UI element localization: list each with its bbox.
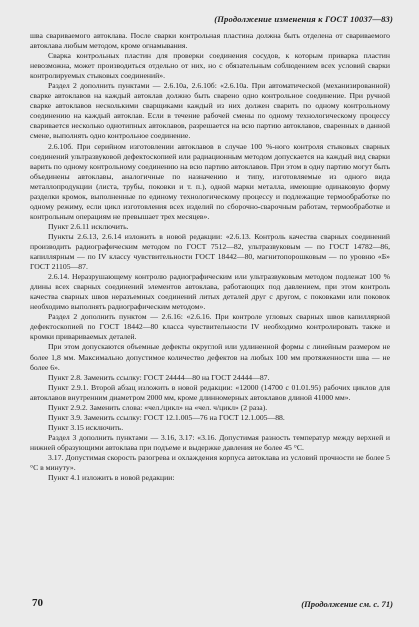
paragraph: Раздел 2 дополнить пунктами — 2.6.10а, 2.6.10б: «2.6.10а. При автоматической (механизированной) сварке автоклавов на каждый автоклав должно быть сварено одно контрольное соединение. При ручной сварке автоклавов несколькими сварщиками каждый из них должен сварить по одному контрольному соединению на каждый автоклав. Если в течение рабочей смены по одному технологическому процессу сваривается несколько однотипных автоклавов, разрешается на всю партию автоклавов, сваренных в данной смене, выполнять одно контрольное соединение.: [30, 81, 390, 141]
paragraph: Пункты 2.6.13, 2.6.14 изложить в новой редакции: «2.6.13. Контроль качества сварных соединений производить радиографическим методом по ГОСТ 7512—82, ультразвуковым — по ГОСТ 14782—86, капиллярным — по IV классу чувствительности ГОСТ 18442—80, магнитопорошковым — по уровню «Б» ГОСТ 21105—87.: [30, 231, 390, 272]
continuation-note: (Продолжение см. с. 71): [301, 599, 393, 609]
document-body: [30, 31, 390, 483]
paragraph: Пункт 3.15 исключить.: [48, 422, 124, 432]
paragraph: Пункт 2.9.1. Второй абзац изложить в новой редакции: «12000 (14700 с 01.01.95) рабочих циклов для автоклавов внутренним диаметром 2000 мм, кроме длинномерных автоклавов длиной 41000 мм».: [30, 382, 390, 402]
running-header: (Продолжение изменения к ГОСТ 10037—83): [214, 14, 393, 24]
paragraph: Сварка контрольных пластин для проверки соединения сосудов, к которым приварка пластин невозможна, может производиться отдельно от них, но с обязательным соблюдением всех условий сварки контролируемых стыковых соединений».: [30, 51, 390, 81]
paragraph: При этом допускаются объемные дефекты округлой или удлиненной формы с линейным размером не более 1,8 мм. Максимально допустимое количество дефектов на любых 100 мм протяженности шва — не более 6».: [30, 342, 390, 372]
paragraph: Раздел 2 дополнить пунктом — 2.6.16: «2.6.16. При контроле угловых сварных швов капиллярной дефектоскопией по ГОСТ 18442—80 класса чувствительности IV необходимо контролировать также и кромки привариваемых деталей.: [30, 312, 390, 342]
paragraph: Пункт 2.6.11 исключить.: [48, 221, 129, 231]
page-number: 70: [32, 597, 43, 609]
paragraph: 2.6.14. Неразрушающему контролю радиографическим или ультразвуковым методом подлежат 100 % длины всех сварных соединений элементов автоклава, работающих под давлением, при этом контроль качества сварных швов неразъемных соединений литых деталей друг с другом, с поковками или поковок необходимо выполнять радиографическим методом».: [30, 272, 390, 312]
paragraph: 3.17. Допустимая скорость разогрева и охлаждения корпуса автоклава из условий прочности не более 5 °С в минуту».: [30, 452, 390, 473]
paragraph: Пункт 2.9.2. Заменить слова: «чел./цикл» на «чел. ч/цикл» (2 раза).: [48, 402, 268, 412]
paragraph: 2.6.10б. При серийном изготовлении автоклавов в случае 100 %-ного контроля стыковых сварных соединений ультразвуковой дефектоскопией или радиационным методом допускается на каждый вид сварки варить по одному контрольному соединению на всю партию автоклавов. При этом в одну партию могут быть объединены автоклавы, аналогичные по назначению и типу, изготовляемые из одного вида металлопродукции (листа, трубы, поковки и т. п.), одной марки металла, имеющие одинаковую форму разделки кромок, выполненные по единому технологическому процессу и подлежащие термообработке по одному режиму, если цикл изготовления всех изделий по сборочно-сварочным работам, термообработке и контрольным операциям не превышает трех месяцев».: [30, 141, 390, 221]
paragraph: Пункт 3.9. Заменить ссылку: ГОСТ 12.1.005—76 на ГОСТ 12.1.005—88.: [48, 412, 285, 422]
paragraph: шва свариваемого автоклава. После сварки контрольная пластина должна быть отделена от свариваемого автоклава любым методом, кроме огнамывания.: [30, 31, 390, 51]
paragraph: Раздел 3 дополнить пунктами — 3.16, 3.17: «3.16. Допустимая разность температур между верхней и нижней образующими автоклава при подъеме и выдержке давления не более 45 °С.: [30, 432, 390, 452]
paragraph: Пункт 4.1 изложить в новой редакции:: [48, 473, 175, 483]
paragraph: Пункт 2.8. Заменить ссылку: ГОСТ 24444—80 на ГОСТ 24444—87.: [48, 372, 270, 382]
